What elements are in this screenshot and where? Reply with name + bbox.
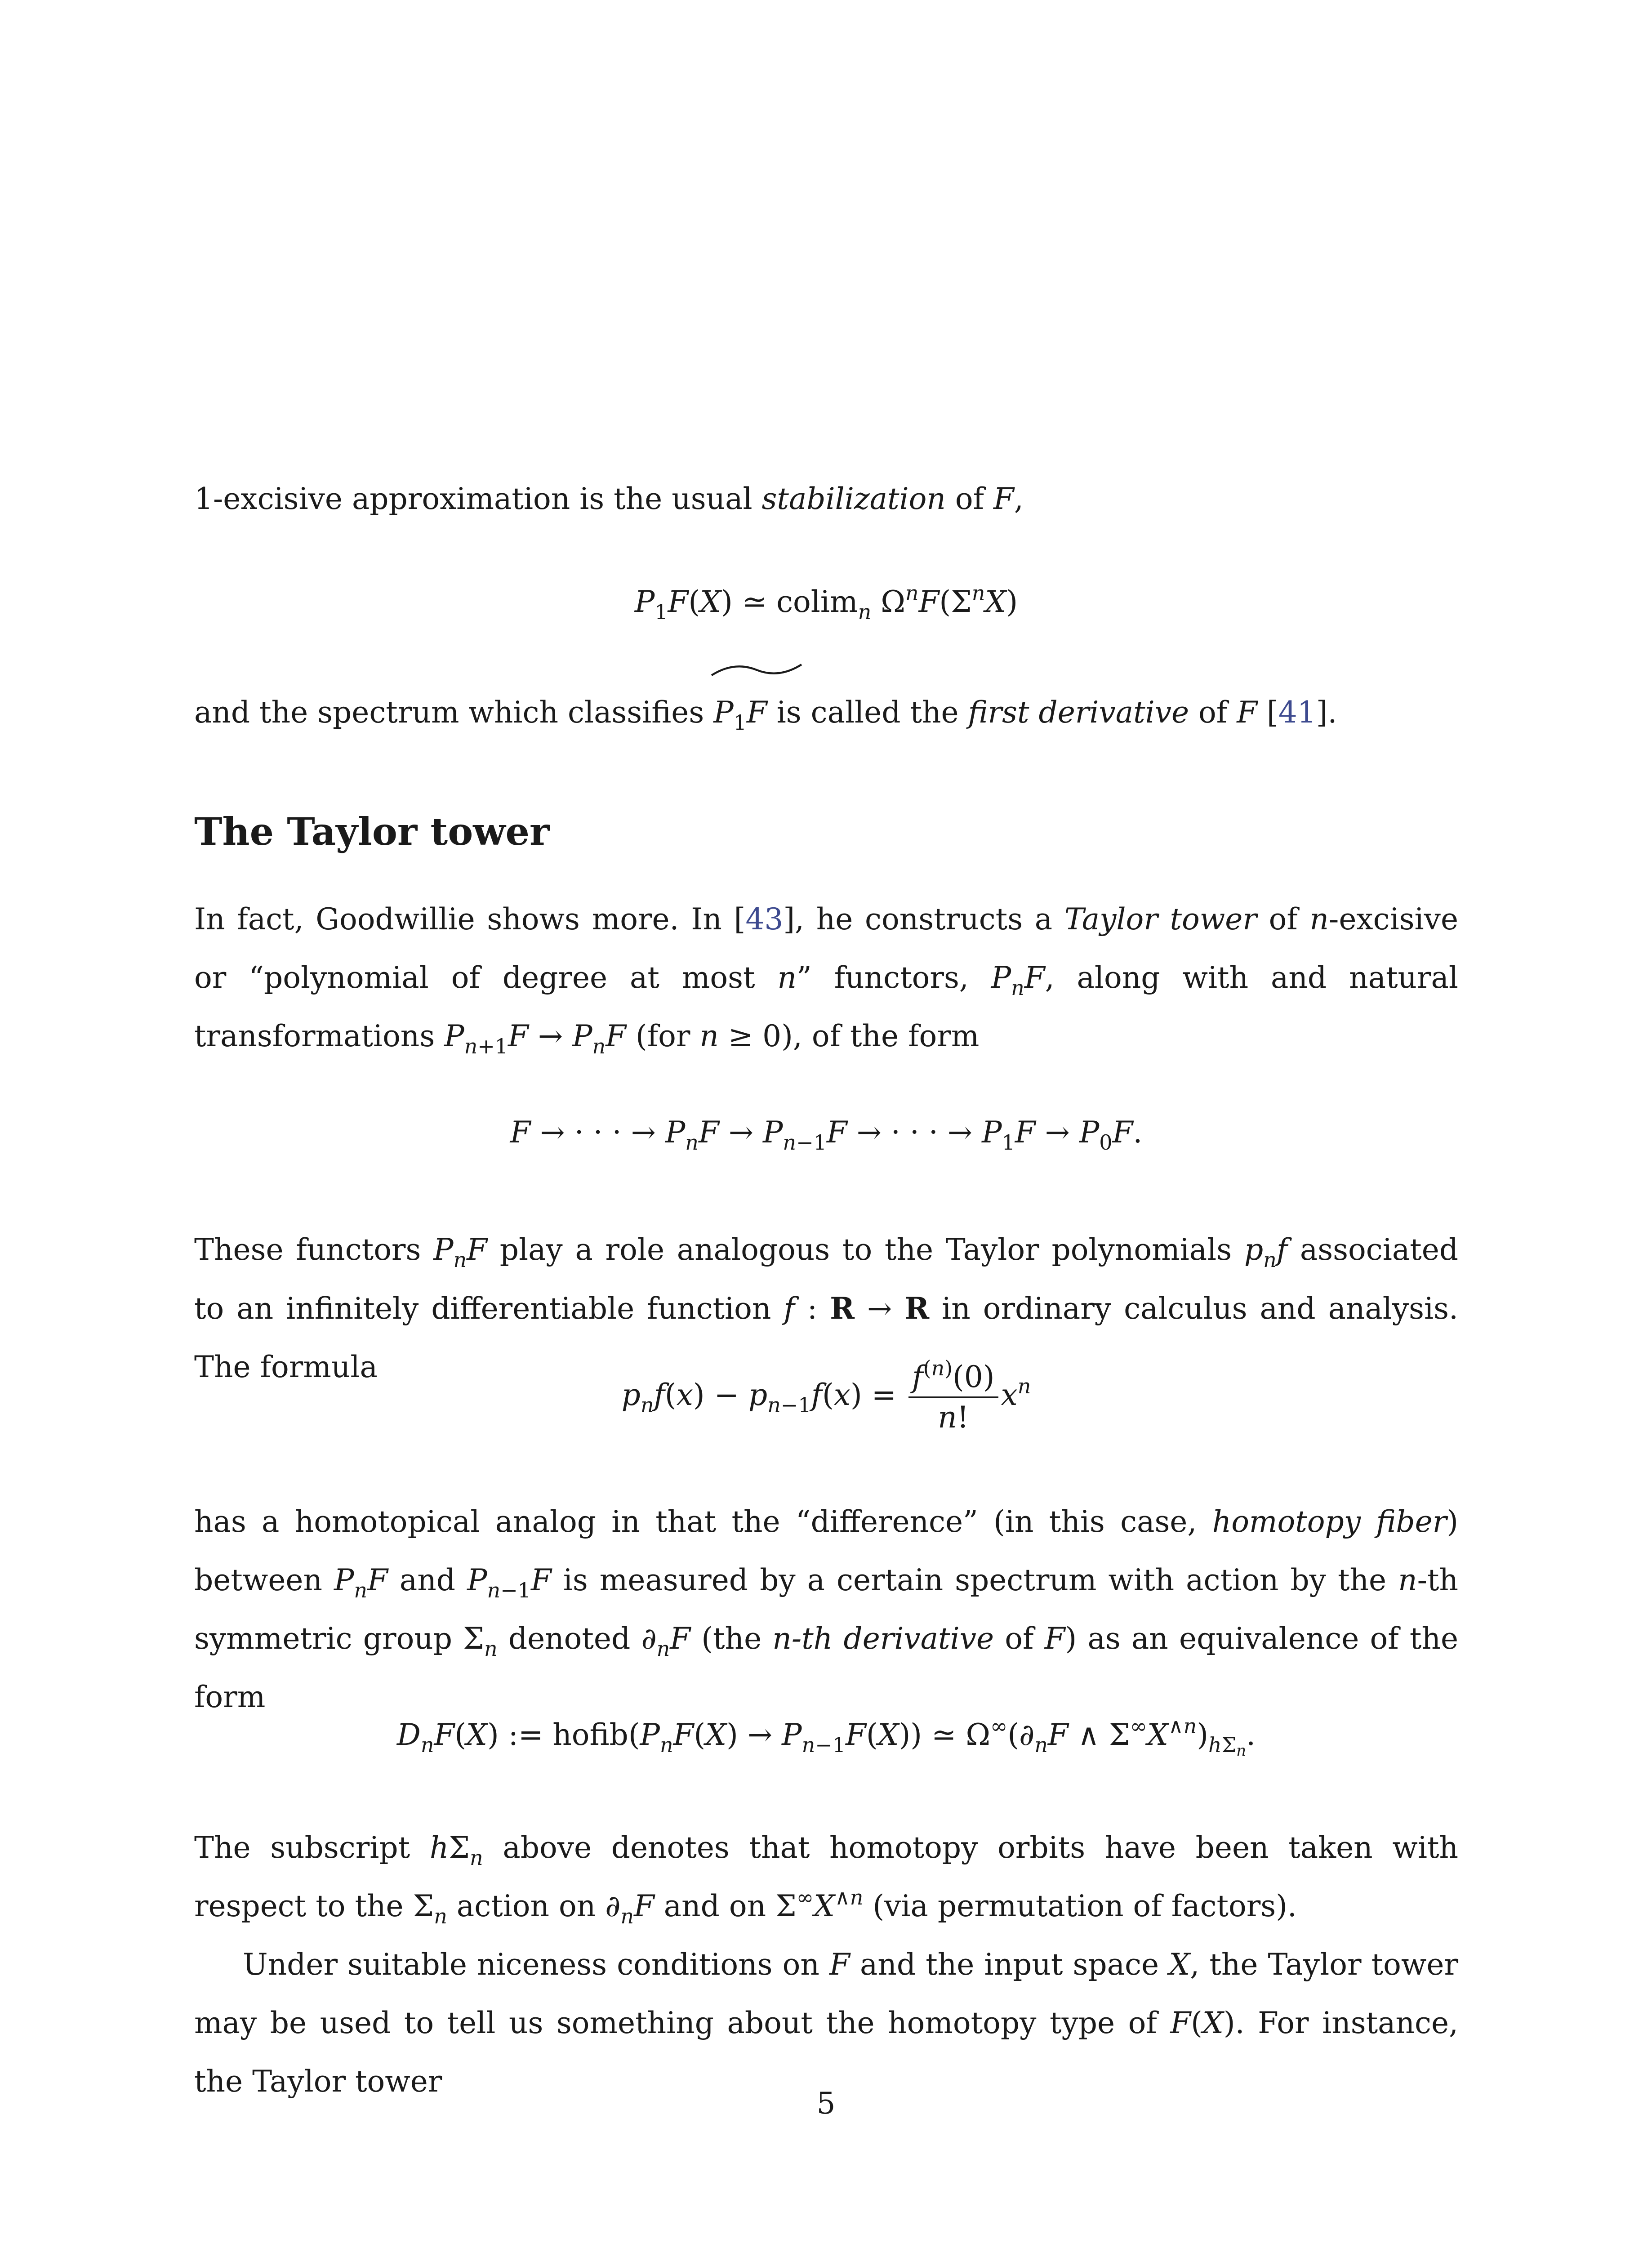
fraction: $\frac{f^{(n)}(0)}{n!}$ <box>908 1358 998 1437</box>
equation-layer: $D_nF(X)$ := $hofib(P_nF(X) \to P_{n-1}F(X))$ ≃ $\Omega^\infty(\partial_nF$ ∧ $\Sigma^\infty X^{\wedge n})_{h\Sigma_n}$. <box>396 1714 1256 1760</box>
paragraph-homotopical-analog: has a homotopical analog in that the “difference” (in this case, homotopy fiber) between $P_nF$ and $P_{n-1}F$ is measured by a certain spectrum with action by the n-th symmetric group $\Sigma_n$ denoted $\partial_nF$ (the n-th derivative of F) as an equivalence of the form <box>194 1504 1459 1714</box>
citation-43[interactable]: 43 <box>745 902 784 937</box>
tilde-p1f: $P_1F$ <box>713 683 767 742</box>
paragraph-niceness: Under suitable niceness conditions on F and the input space X, the Taylor tower may be used to tell us something about the homotopy type of F(X). For instance, the Taylor tower <box>194 1947 1459 2099</box>
section-heading: The Taylor tower <box>194 809 550 854</box>
paragraph-homotopy-orbits: The subscript $h\Sigma_n$ above denotes that homotopy orbits have been taken with respect to the $\Sigma_n$ action on $\partial_nF$ and on $\Sigma^\infty X^{\wedge n}$ (via permutation of factors). <box>194 1830 1458 1928</box>
equation-stabilization: $P_1F(X)$ ≃ colim$_n$ $\Omega^nF(\Sigma^nX)$ <box>634 581 1018 624</box>
paragraph-taylor-analogy: These functors $P_nF$ play a role analogous to the Taylor polynomials $p_nf$ associated to an infinitely differentiable function f : R → R in ordinary calculus and analysis. The formula <box>194 1232 1458 1384</box>
citation-41[interactable]: 41 <box>1278 695 1316 730</box>
paragraph-stabilization: 1-excisive approximation is the usual stabilization of F, <box>194 482 1024 516</box>
equation-taylor-tower: F → · · · → $P_nF \to P_{n-1}F$ → · · · → $P_1F \to P_0F$. <box>510 1115 1143 1155</box>
paragraph-first-derivative: and the spectrum which classifies $P_1F$ is called the first derivative of F [41]. <box>194 683 1458 742</box>
equation-taylor-difference: $p_nf(x) - p_{n-1}f(x)$ = $\frac{f^{(n)}(0)}{n!}$ $x^n$ <box>194 1358 1458 1437</box>
paragraph-taylor-tower-intro: In fact, Goodwillie shows more. In [43], he constructs a Taylor tower of n-excisive or “polynomial of degree at most n” functors, $P_nF$, along with and natural transformations $P_{n+1}F \to P_nF$ (for n ≥ 0), of the form <box>194 902 1459 1058</box>
page-number: 5 <box>816 2086 836 2121</box>
